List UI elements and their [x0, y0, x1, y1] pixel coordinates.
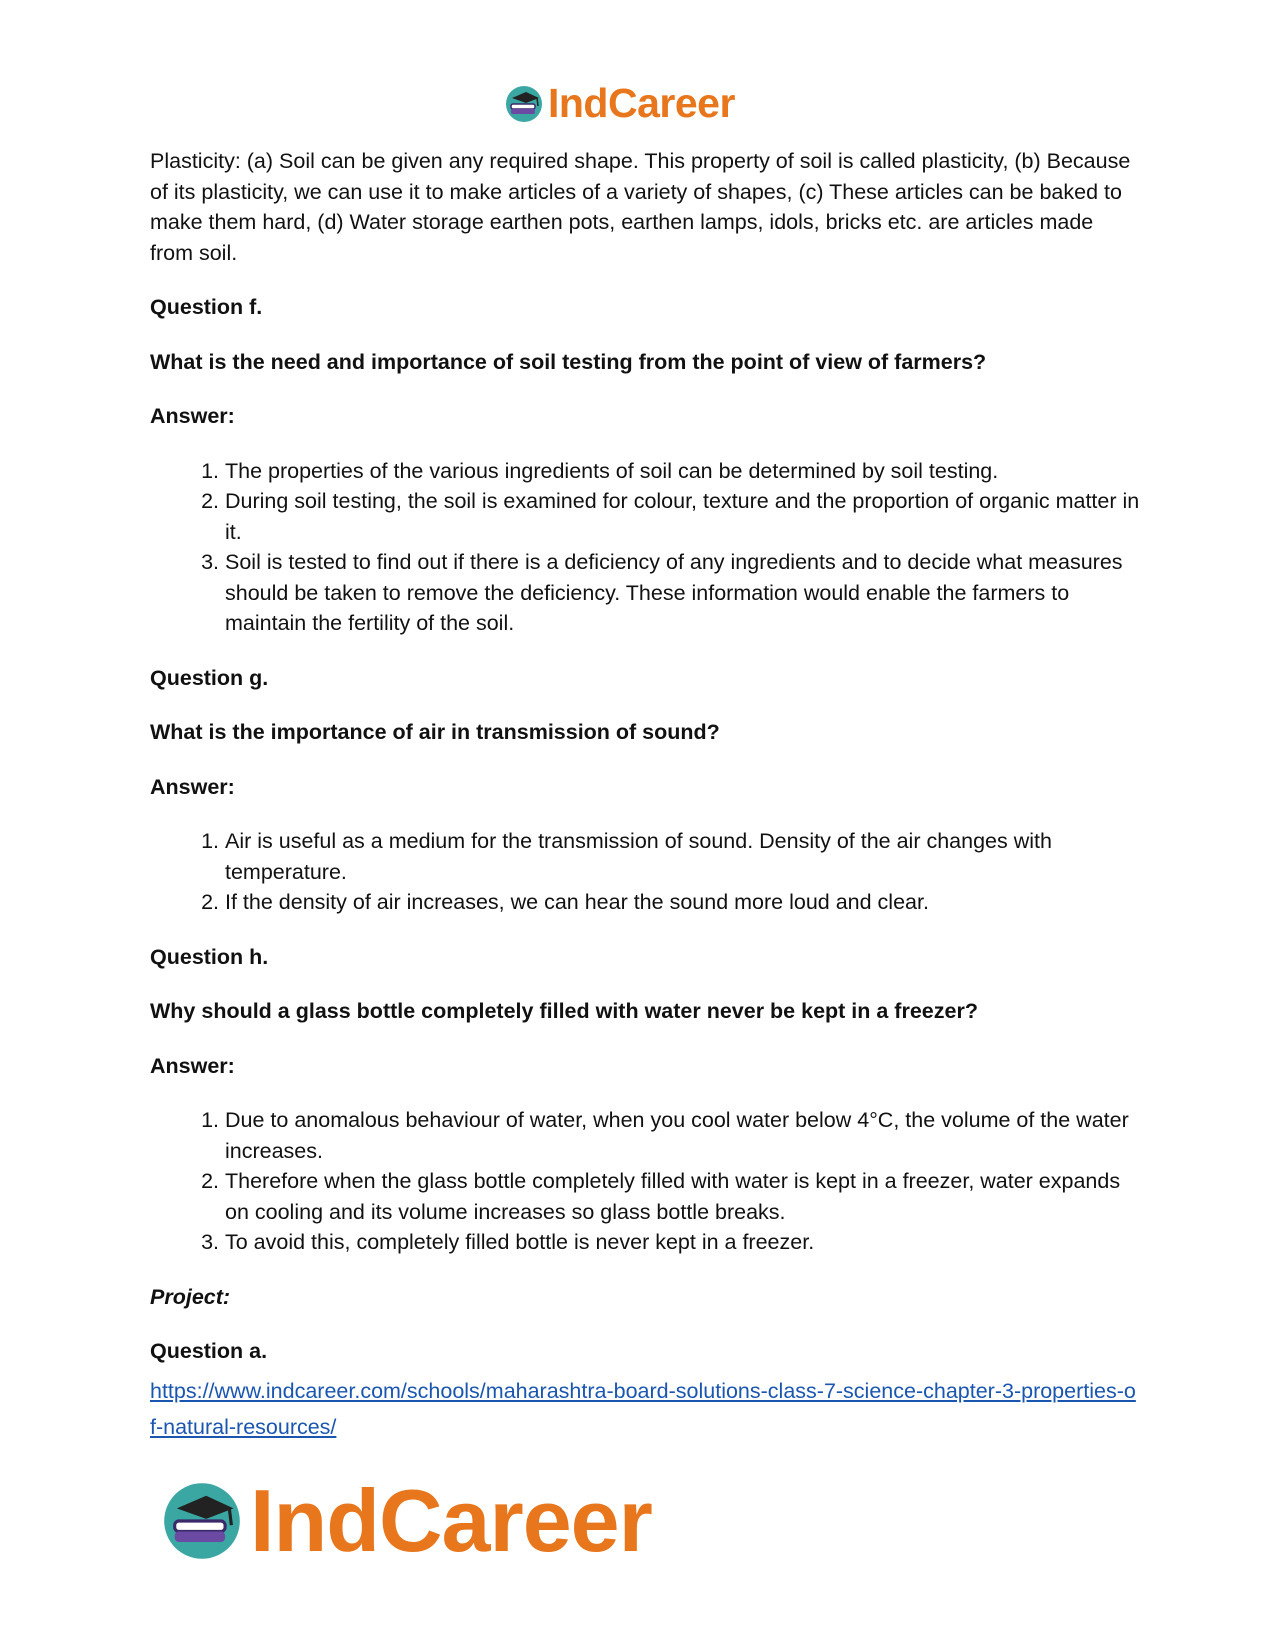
list-item: 2. If the density of air increases, we can hear the sound more loud and clear. [225, 887, 1140, 918]
question-h-label: Question h. [150, 944, 269, 969]
answer-g-label: Answer: [150, 774, 235, 799]
list-item: 3. To avoid this, completely filled bottle is never kept in a freezer. [225, 1227, 1140, 1258]
answer-f-list [150, 456, 1140, 639]
list-item: 2. Therefore when the glass bottle completely filled with water is kept in a freezer, water expands on cooling and its volume increases so glass bottle breaks. [225, 1166, 1140, 1227]
question-h-text: Why should a glass bottle completely filled with water never be kept in a freezer? [150, 999, 978, 1023]
graduation-book-icon [160, 1479, 244, 1563]
intro-paragraph: Plasticity: (a) Soil can be given any required shape. This property of soil is called plasticity, (b) Because of its plasticity, we can use it to make articles of a variety of shapes, (c) These articles can be baked to make them hard, (d) Water storage earthen pots, earthen lamps, idols, bricks etc. are articles made from soil. [150, 149, 1131, 265]
header-logo [504, 80, 735, 127]
source-link[interactable]: https://www.indcareer.com/schools/maharashtra-board-solutions-class-7-science-chapter-3-properties-of-natural-resources/ [150, 1378, 1136, 1439]
question-f-label: Question f. [150, 295, 263, 319]
answer-h-list [150, 1105, 1140, 1258]
question-g-text: What is the importance of air in transmission of sound? [150, 720, 720, 744]
footer-logo [160, 1470, 652, 1572]
graduation-book-icon [504, 84, 544, 124]
brand-wordmark: IndCareer [548, 80, 735, 126]
list-item: 1. The properties of the various ingredients of soil can be determined by soil testing. [225, 456, 1140, 487]
project-label: Project: [150, 1284, 231, 1309]
list-item: 1. Due to anomalous behaviour of water, when you cool water below 4°C, the volume of the water increases. [225, 1105, 1140, 1166]
answer-f-label: Answer: [150, 404, 235, 428]
list-item: 3. Soil is tested to find out if there is a deficiency of any ingredients and to decide what measures should be taken to remove the deficiency. These information would enable the farmers to maintain the fertility of the soil. [225, 547, 1140, 639]
brand-wordmark: IndCareer [250, 1471, 652, 1570]
project-question-label: Question a. [150, 1339, 268, 1363]
list-item: 1. Air is useful as a medium for the transmission of sound. Density of the air changes with temperature. [225, 826, 1140, 887]
answer-g-list [150, 826, 1140, 918]
question-f-text: What is the need and importance of soil testing from the point of view of farmers? [150, 349, 987, 374]
answer-h-label: Answer: [150, 1053, 235, 1078]
question-g-label: Question g. [150, 665, 269, 690]
list-item: 2. During soil testing, the soil is examined for colour, texture and the proportion of organic matter in it. [225, 486, 1140, 547]
main-content [150, 146, 1140, 1445]
